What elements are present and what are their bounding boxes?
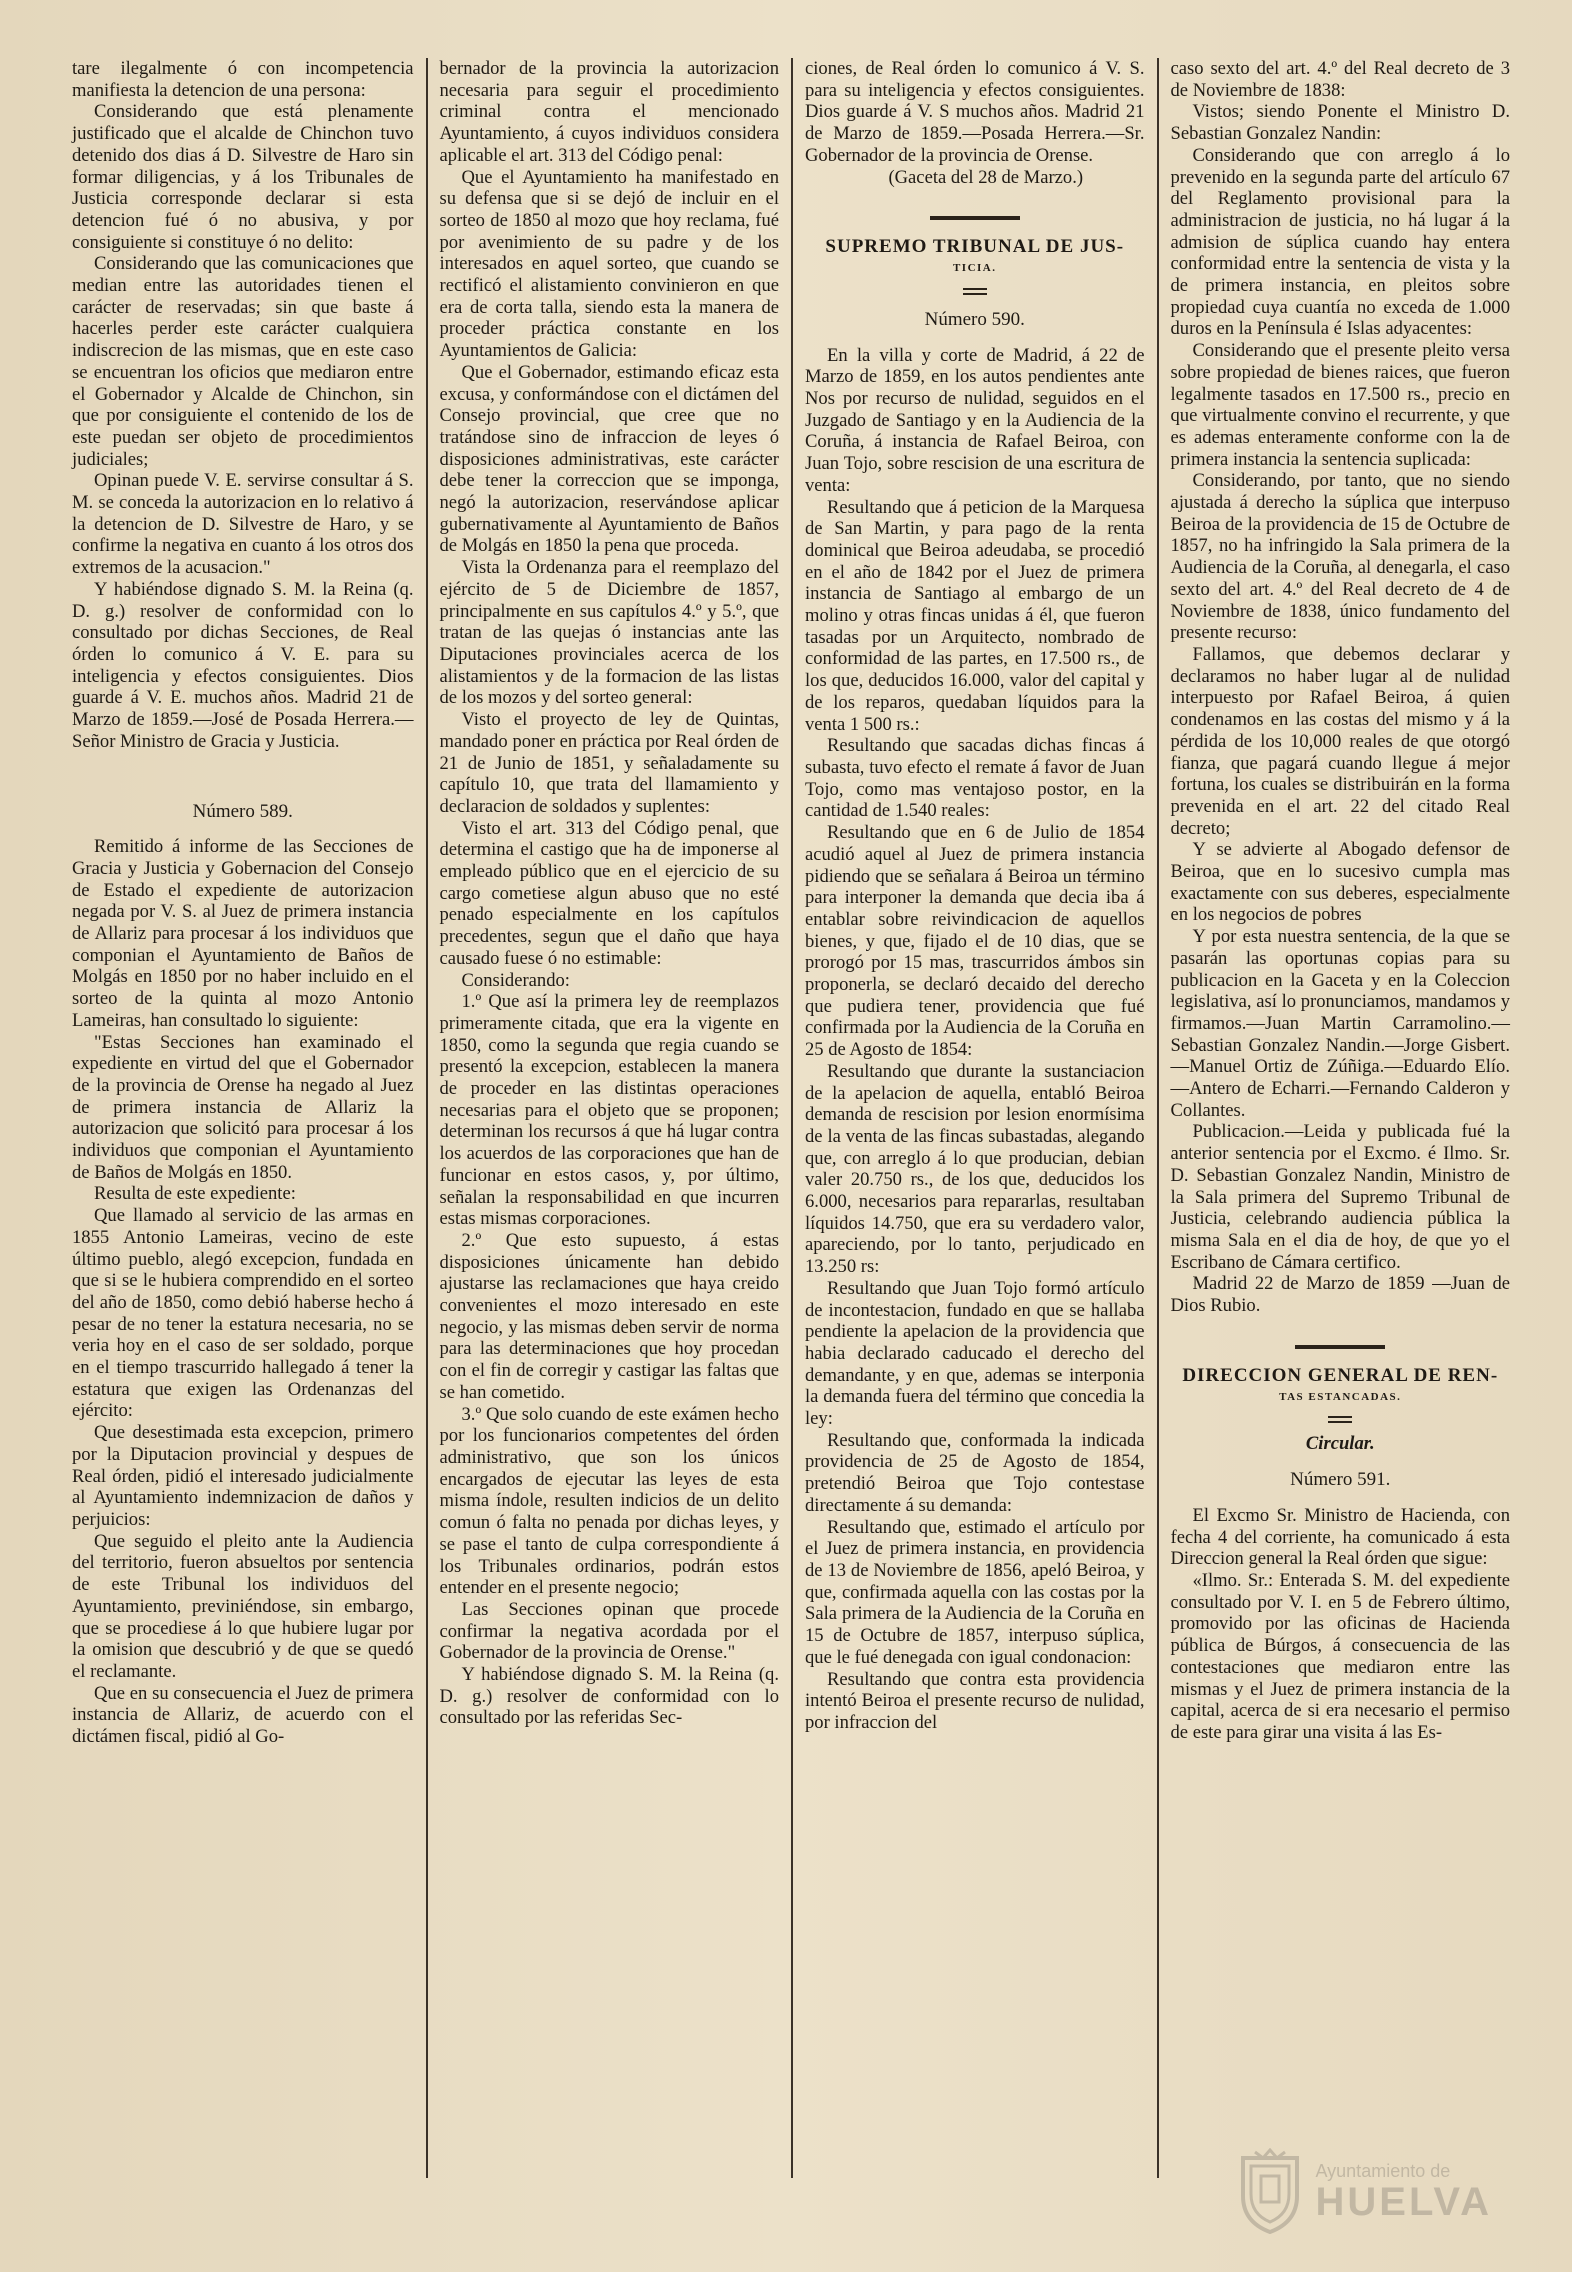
- paragraph: Considerando que está plenamente justificado que el alcalde de Chinchon tuvo detenido dos dias á D. Silvestre de Haro sin formar diligencias, y á los Tribunales de Justicia corresponde declarar si esta detencion fué ó no abusiva, y por consiguiente si constituye ó no delito:: [72, 101, 414, 253]
- paragraph: Que el Ayuntamiento ha manifestado en su defensa que si se dejó de incluir en el sorteo de 1850 al mozo que hoy reclama, fué por avenimiento de su padre y de los interesados en aquel sorteo, que cuando se rectificó el alistamiento convinieron en que era de corta talla, siendo esta la manera de proceder práctica constante en los Ayuntamientos de Galicia:: [439, 166, 779, 362]
- paragraph: ciones, de Real órden lo comunico á V. S. para su inteligencia y efectos consiguientes. Dios guarde á V. S muchos años. Madrid 21 de Marzo de 1859.—Posada Herrera.—Sr. Gobernador de la provincia de Orense.: [805, 58, 1145, 166]
- column-3: [791, 58, 1157, 2178]
- paragraph: «Ilmo. Sr.: Enterada S. M. del expediente consultado por V. I. en 5 de Febrero último, promovido por las oficinas de Hacienda pública de Búrgos, á consecuencia de las contestaciones que mediaron entre las mismas y el Juez de primera instancia de la capital, acerca de si era necesario el permiso de este para girar una visita á las Es-: [1170, 1570, 1510, 1743]
- archive-watermark: [1235, 2148, 1492, 2234]
- coat-of-arms-icon: [1235, 2148, 1305, 2234]
- columns-container: [60, 58, 1522, 2178]
- paragraph: Resultando que á peticion de la Marquesa de San Martin, y para pago de la renta dominical que Beiroa adeudaba, se procedió en el año de 1842 por el Juez de primera instancia de Santiago al embargo de un molino y otras fincas unidas á él, que fueron tasadas por un Arquitecto, nombrado de conformidad de las partes, en 17.500 rs., de los que, deducidos 16.000, valor del capital y de los reparos, quedaban líquidos para la venta 1 500 rs.:: [805, 496, 1145, 735]
- paragraph: Visto el proyecto de ley de Quintas, mandado poner en práctica por Real órden de 21 de Junio de 1851, y señaladamente su capítulo 10, que trata del llamamiento y declaracion de soldados y suplentes:: [439, 709, 779, 817]
- paragraph: Considerando, por tanto, que no siendo ajustada á derecho la súplica que interpuso Beiroa de la providencia de 15 de Octubre de 1857, no ha infringido la Sala primera de la Audiencia de la Coruña, al denegarla, el caso sexto del art. 4.º del Real decreto de 4 de Noviembre de 1838, único fundamento del presente recurso:: [1170, 470, 1510, 644]
- paragraph: Resultando que Juan Tojo formó artículo de incontestacion, fundado en que se hallaba pendiente la apelacion de la providencia que habia declarado caducado el derecho del demandante, y en que, ademas se interponia la demanda fuera del término que concedia la ley:: [805, 1277, 1145, 1430]
- paragraph: Opinan puede V. E. servirse consultar á S. M. se conceda la autorizacion en lo relativo á la detencion de D. Silvestre de Haro, y se confirme la negativa en cuanto á los otros dos extremos de la acusacion.": [72, 470, 414, 579]
- paragraph: Resultando que durante la sustanciacion de la apelacion de aquella, entabló Beiroa demanda de rescision por lesion enormísima de la venta de las fincas subastadas, alegando que, con arreglo á lo que producian, debian valer 20.750 rs., de los que, deducidos los 6.000, necesarios para repararlas, resultaban líquidos 14.750, que era su verdadero valor, apareciendo, por lo tanto, perjudicado en 13.250 rs:: [805, 1060, 1145, 1278]
- paragraph: Que en su consecuencia el Juez de primera instancia de Allariz, de acuerdo con el dictámen fiscal, pidió al Go-: [72, 1682, 414, 1748]
- paragraph: Remitido á informe de las Secciones de Gracia y Justicia y Gobernacion del Consejo de Estado el expediente de autorizacion negada por V. S. al Juez de primera instancia de Allariz para procesar á los individuos que componian el Ayuntamiento de Baños de Molgás en 1850 por no haber incluido en el sorteo de la quinta al mozo Antonio Lameiras, han consultado lo siguiente:: [72, 836, 414, 1031]
- double-rule: [1328, 1416, 1352, 1423]
- paragraph: Y habiéndose dignado S. M. la Reina (q. D. g.) resolver de conformidad con lo consultado por dichas Secciones, de Real órden lo comunico á V. E. para su inteligencia y efectos consiguientes. Dios guarde á V. E. muchos años. Madrid 21 de Marzo de 1859.—José de Posada Herrera.—Señor Ministro de Gracia y Justicia.: [72, 578, 414, 752]
- watermark-text: [1315, 2161, 1492, 2222]
- section-number-591: Número 591.: [1290, 1469, 1391, 1491]
- watermark-line-1: Ayuntamiento de: [1315, 2160, 1451, 2181]
- paragraph: 1.º Que así la primera ley de reemplazos primeramente citada, que era la vigente en 1850, como la segunda que regia cuando se presentó la excepcion, establecen la manera de proceder en las distintas operaciones necesarias para el objeto que se proponen; determinan los recursos á que há lugar contra los acuerdos de las corporaciones que han de funcionar en estos casos, y, por último, señalan la responsabilidad en que incurren estas mismas corporaciones.: [439, 991, 779, 1230]
- paragraph: Vista la Ordenanza para el reemplazo del ejército de 5 de Diciembre de 1857, principalmente en sus capítulos 4.º y 5.º, que tratan de las quejas ó instancias ante las Diputaciones provinciales acerca de los alistamientos y de la formacion de las listas de los mozos y del sorteo general:: [439, 557, 779, 709]
- section-heading: SUPREMO TRIBUNAL DE JUS-: [825, 236, 1125, 258]
- paragraph: Madrid 22 de Marzo de 1859 —Juan de Dios Rubio.: [1170, 1273, 1510, 1317]
- column-4: [1157, 58, 1523, 2178]
- paragraph: Resultando que sacadas dichas fincas á subasta, tuvo efecto el remate á favor de Juan Tojo, como mas ventajoso postor, en la cantidad de 1.540 reales:: [805, 735, 1145, 822]
- section-heading: DIRECCION GENERAL DE REN-: [1182, 1364, 1499, 1386]
- paragraph: Fallamos, que debemos declarar y declaramos no haber lugar al de nulidad interpuesto por Rafael Beiroa, á quien condenamos en las costas del mismo y á la pérdida de los 10,000 reales de que otorgó fianza, que pagará cuando llegue á mejor fortuna, los cuales se distribuirán en la forma prevenida en el art. 22 del citado Real decreto;: [1170, 643, 1510, 839]
- column-2: [426, 58, 792, 2178]
- paragraph: Considerando que con arreglo á lo prevenido en la segunda parte del artículo 67 del Reglamento provisional para la administracion de justicia, no há lugar á la admision de súplica cuando hay entera conformidad entre la sentencia de vista y la de primera instancia, en pleitos sobre propiedad cuya cuantía no exceda de 1.000 duros en la Península é Islas adyacentes:: [1170, 144, 1510, 340]
- section-divider: [930, 216, 1020, 220]
- column-1: [60, 58, 426, 2178]
- paragraph: Resultando que, estimado el artículo por el Juez de primera instancia, en providencia de 13 de Noviembre de 1856, apeló Beiroa, y que, confirmada aquella con las costas por la Sala primera de la Audiencia de la Coruña en 15 de Octubre de 1857, interpuso súplica, que le fué denegada con igual condonacion:: [805, 1516, 1145, 1668]
- paragraph: Resultando que contra esta providencia intentó Beiroa el presente recurso de nulidad, por infraccion del: [805, 1668, 1145, 1733]
- section-subheading: TICIA.: [952, 262, 997, 275]
- paragraph: Resultando que, conformada la indicada providencia de 25 de Agosto de 1854, pretendió Beiroa que Tojo contestase directamente á su demanda:: [805, 1429, 1145, 1516]
- paragraph: Que llamado al servicio de las armas en 1855 Antonio Lameiras, vecino de este último pueblo, alegó excepcion, fundada en que si se le hubiera comprendido en el sorteo del año de 1850, como debió haberse hecho á pesar de no tener la estatura necesaria, no se veria hoy en el caso de ser soldado, porque en el tiempo trascurrido hallegado á tener la estatura que exigen las Ordenanzas del ejército:: [72, 1205, 414, 1422]
- paragraph: tare ilegalmente ó con incompetencia manifiesta la detencion de una persona:: [72, 58, 414, 101]
- paragraph: En la villa y corte de Madrid, á 22 de Marzo de 1859, en los autos pendientes ante Nos por recurso de nulidad, seguidos en el Juzgado de Santiago y en la Audiencia de la Coruña, á instancia de Rafael Beiroa, con Juan Tojo, sobre rescision de una escritura de venta:: [805, 344, 1145, 496]
- paragraph: Visto el art. 313 del Código penal, que determina el castigo que ha de imponerse al empleado público que en el ejercicio de su cargo cometiese algun abuso que no esté penado especialmente en los capítulos precedentes, segun que el daño que haya causado fuese ó no estimable:: [439, 817, 779, 969]
- paragraph: Resultando que en 6 de Julio de 1854 acudió aquel al Juez de primera instancia pidiendo que se señalara á Beiroa un término para interponer la demanda que decia iba á entablar sobre reivindicacion de aquellos bienes, y que, fijado el de 10 dias, que se prorogó por 15 mas, trascurridos ámbos sin proponerla, se declaró decaido del derecho que pudiera tener, providencia que fué confirmada por la Audiencia de la Coruña en 25 de Agosto de 1854:: [805, 822, 1145, 1061]
- paragraph: "Estas Secciones han examinado el expediente en virtud del que el Gobernador de la provincia de Orense ha negado al Juez de primera instancia de Allariz la autorizacion que solicitó para procesar á los individuos que componian el Ayuntamiento de Baños de Molgás en 1850.: [72, 1031, 414, 1183]
- paragraph: Resulta de este expediente:: [94, 1183, 296, 1205]
- watermark-line-2: HUELVA: [1315, 2179, 1492, 2224]
- paragraph: Vistos; siendo Ponente el Ministro D. Sebastian Gonzalez Nandin:: [1170, 101, 1510, 145]
- paragraph: El Excmo Sr. Ministro de Hacienda, con fecha 4 del corriente, ha comunicado á esta Direccion general la Real órden que sigue:: [1170, 1504, 1510, 1570]
- paragraph: Considerando que el presente pleito versa sobre propiedad de bienes raices, que fueron legalmente tasados en 17.500 rs., precio en que virtualmente convino el recurrente, y que es ademas enteramente conforme con la de primera instancia la sentencia suplicada:: [1170, 340, 1510, 470]
- paragraph: caso sexto del art. 4.º del Real decreto de 3 de Noviembre de 1838:: [1170, 58, 1510, 101]
- paragraph: Y habiéndose dignado S. M. la Reina (q. D. g.) resolver de conformidad con lo consultado por las referidas Sec-: [439, 1664, 779, 1729]
- paragraph: Y por esta nuestra sentencia, de la que se pasarán las oportunas copias para su publicacion en la Gaceta y en la Coleccion legislativa, así lo pronunciamos, mandamos y firmamos.—Juan Martin Carramolino.—Sebastian Gonzalez Nandin.—Jorge Gisbert.—Manuel Ortiz de Zúñiga.—Eduardo Elío.—Antero de Echarri.—Fernando Calderon y Collantes.: [1170, 926, 1510, 1121]
- paragraph: Considerando:: [461, 969, 570, 991]
- paragraph: bernador de la provincia la autorizacion necesaria para seguir el procedimiento criminal contra el mencionado Ayuntamiento, á cuyos individuos considera aplicable el art. 313 del Código penal:: [439, 58, 779, 166]
- paragraph: Publicacion.—Leida y publicada fué la anterior sentencia por el Excmo. é Ilmo. Sr. D. Sebastian Gonzalez Nandin, Ministro de la Sala primera del Supremo Tribunal de Justicia, celebrando audiencia pública la misma Sala en el dia de hoy, de que yo el Escribano de Cámara certifico.: [1170, 1121, 1510, 1273]
- spacer: [72, 753, 414, 787]
- section-number-590: Número 590.: [924, 308, 1025, 330]
- section-number-589: Número 589.: [192, 800, 293, 822]
- circular-title: Circular.: [1305, 1433, 1375, 1455]
- paragraph: 3.º Que solo cuando de este exámen hecho por los funcionarios competentes del órden administrativo, que son los únicos encargados de ejecutar las leyes de esta misma índole, resulten indicios de un delito comun ó falta no penada por dichas leyes, y se pase el tanto de culpa correspondiente á los Tribunales ordinarios, podrán estos entender en el presente negocio;: [439, 1403, 779, 1599]
- paragraph: Que seguido el pleito ante la Audiencia del territorio, fueron absueltos por sentencia de este Tribunal los individuos del Ayuntamiento, previniéndose, sin embargo, que se procediese á lo que hubiere lugar por la omision que descubrió y de que se quedó el reclamante.: [72, 1530, 414, 1682]
- paragraph: Que el Gobernador, estimando eficaz esta excusa, y conformándose con el dictámen del Consejo provincial, que cree que no tratándose sino de infraccion de leyes ó disposiciones administrativas, este carácter debe tener la correccion que se imponga, negó la autorizacion, reservándose aplicar gubernativamente al Ayuntamiento de Baños de Molgás en 1850 la pena que proceda.: [439, 361, 779, 557]
- paragraph: 2.º Que esto supuesto, á estas disposiciones únicamente han debido ajustarse las reclamaciones que haya creido convenientes el mozo interesado en este negocio, y las mismas deben servir de norma para las determinaciones que hoy procedan con el fin de corregir y castigar las faltas que se han cometido.: [439, 1229, 779, 1403]
- paragraph: Que desestimada esta excepcion, primero por la Diputacion provincial y despues de Real órden, pidió el interesado judicialmente al Ayuntamiento indemnizacion de daños y perjuicios:: [72, 1422, 414, 1530]
- section-subheading: TAS ESTANCADAS.: [1279, 1390, 1402, 1403]
- section-divider: [1295, 1345, 1385, 1349]
- paragraph: Las Secciones opinan que procede confirmar la negativa acordada por el Gobernador de la provincia de Orense.": [439, 1598, 779, 1664]
- paragraph: Considerando que las comunicaciones que median entre las autoridades tienen el carácter de reservadas; sin que baste á hacerles perder este carácter cualquiera indiscrecion de las mismas, que en este caso se encuentran los oficios que mediaron entre el Gobernador y Alcalde de Chinchon, sin que por consiguiente el contenido de los de este puedan ser objeto de procedimientos judiciales;: [72, 253, 414, 470]
- gazette-date: (Gaceta del 28 de Marzo.): [888, 166, 1084, 188]
- double-rule: [963, 288, 987, 295]
- paragraph: Y se advierte al Abogado defensor de Beiroa, que en lo sucesivo cumpla mas exactamente con sus deberes, especialmente en los negocios de pobres: [1170, 839, 1510, 926]
